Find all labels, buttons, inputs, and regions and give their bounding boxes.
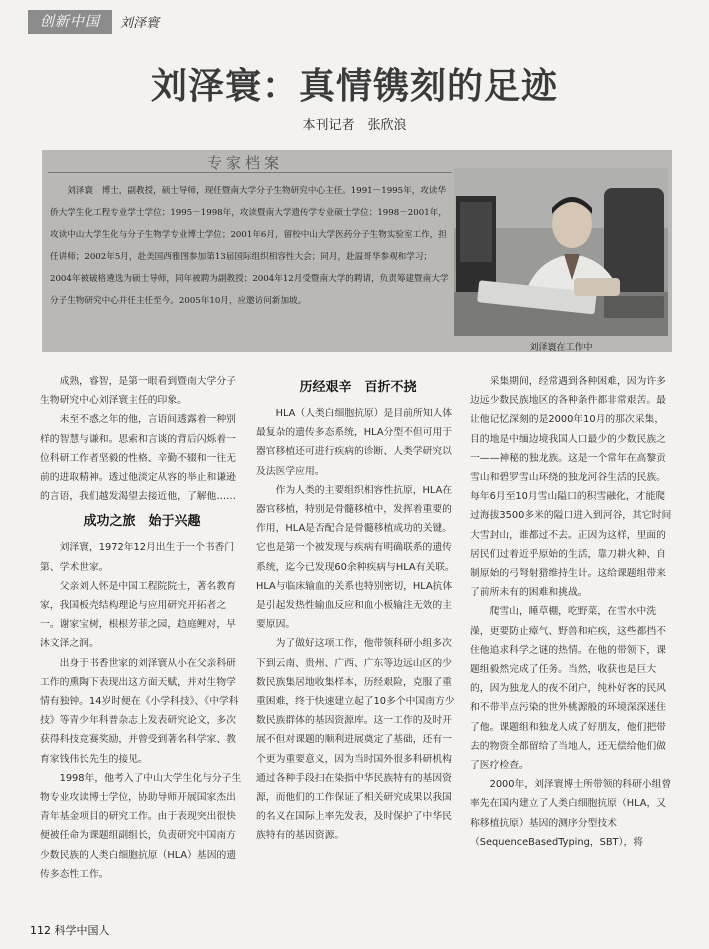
paragraph: 出身于书香世家的刘泽寰从小在父亲科研工作的熏陶下表现出这方面天赋，并对生物学情有独钟。14岁时便在《小学科技》、《中学科技》等青少年科普杂志上发表研究论文，多次获得科技竞赛奖励，并曾受到著名科学家、教育家钱伟长先生的接见。	[40, 657, 239, 765]
profile-divider	[48, 172, 452, 173]
paragraph: 1998年，他考入了中山大学生化与分子生物专业攻读博士学位，协助导师开展国家杰出青年基金项目的研究工作。由于表现突出很快便被任命为课题组副组长，负责研究中国南方少数民族的人类白细胞抗原（HLA）基因的遗传多态性工作。	[40, 772, 242, 880]
profile-paragraph: 刘泽寰 博士，副教授，硕士导师，现任暨南大学分子生物研究中心主任。1991－1995年，攻读华侨大学生化工程专业学士学位；1995－1998年，攻读暨南大学遗传学专业硕士学位；1998－2001年，攻读中山大学生化与分子生物学专业博士学位；2001年6月，留校中山大学医药分子生物实验室工作，担任讲师；2002年5月，赴美国西雅图参加第13届国际组织相容性大会；同月，赴温哥华参观和学习；2004年被破格遴选为硕士导师，同年被聘为副教授；2004年12月受暨南大学的聘请，负责筹建暨南大学分子生物研究中心并任主任至今。2005年10月，应邀访问新加坡。	[50, 186, 449, 306]
article-column-3	[470, 372, 672, 852]
paragraph: 作为人类的主要组织相容性抗原，HLA在器官移植，特别是骨髓移植中，发挥着重要的作用，HLA是否配合是骨髓移植成功的关键。它也是第一个被发现与疾病有明确联系的遗传系统，迄今已发现60余种疾病与HLA有关联。HLA与临床输血的关系也特别密切，HLA抗体是引起发热性输血反应和血小板输注无效的主要原因。	[256, 484, 455, 631]
paragraph: 采集期间，经常遇到各种困难，因为许多边远少数民族地区的各种条件都非常艰苦。最让他记忆深刻的是2000年10月的那次采集，目的地是中缅边境我国人口最少的少数民族之一——神秘的独龙族。这是一个常年在高黎贡雪山和碧罗雪山环绕的独龙河谷生活的民族。每年6月至10月雪山隘口的积雪融化，才能爬过海拔3500多米的隘口进入到河谷，其它时间大雪封山，谁都过不去。正因为这样，里面的居民们过着近乎原始的生活，靠刀耕火种、自制原始的弓弩射猎维持生计。这给课题组带来了前所未有的困难和挑战。	[470, 376, 672, 599]
paragraph: 爬雪山，睡草棚，吃野菜，在雪水中洗澡，更要防止瘴气、野兽和疟疾，这些都挡不住他追求科学之谜的热情。在他的带领下，课题组毅然完成了任务。当然，收获也是巨大的，因为独龙人的夜不闭户，纯朴好客的民风和不带半点污染的世外桃源般的环境深深迷住了他。课题组和独龙人成了好朋友，他们把带去的物资全都留给了当地人，还无偿给他们做了医疗检查。	[470, 606, 666, 772]
byline: 本刊记者 张欣浪	[302, 118, 407, 133]
paragraph: 成熟，睿智，是第一眼看到暨南大学分子生物研究中心刘泽寰主任的印象。	[40, 376, 236, 407]
article-column-1	[40, 372, 244, 884]
portrait-illustration	[454, 168, 668, 336]
paragraph: 2000年，刘泽寰博士所带领的科研小组曾率先在国内建立了人类白细胞抗原（HLA，又称移植抗原）基因的测序分型技术（SequenceBasedTyping，SBT），将	[470, 779, 672, 848]
article-column-2	[256, 372, 460, 846]
section-heading: 历经艰辛 百折不挠	[299, 380, 417, 395]
section-heading: 成功之旅 始于兴趣	[83, 514, 201, 530]
section-tag: 创新中国	[28, 10, 112, 34]
paragraph: 未至不惑之年的他，言语间透露着一种别样的智慧与谦和。思索和言谈的背后闪烁着一位科研工作者坚毅的性格、辛勤不辍和一往无前的进取精神。透过他淡定从容的举止和谦逊的言语，我们越发渴望去接近他，了解他……	[40, 414, 236, 503]
magazine-name: 科学中国人	[54, 924, 110, 937]
portrait-photo	[454, 168, 668, 336]
profile-heading: 专家档案	[206, 154, 283, 172]
header-author: 刘泽寰	[120, 16, 160, 31]
paragraph: 刘泽寰，1972年12月出生于一个书香门第、学术世家。	[40, 542, 235, 573]
article-title: 刘泽寰：真情镌刻的足迹	[150, 65, 558, 107]
page-number: 112	[30, 924, 51, 937]
photo-caption: 刘泽寰在工作中	[529, 343, 593, 353]
paragraph: 父亲刘人怀是中国工程院院士，著名教育家，我国板壳结构理论与应用研究开拓者之一。谢家宝树，根根芳菲之园，趋庭鲤对，早沐文泽之润。	[40, 580, 236, 650]
profile-text	[50, 180, 452, 312]
page-footer	[30, 922, 110, 938]
paragraph: 为了做好这项工作，他带领科研小组多次下到云南、贵州、广西、广东等边远山区的少数民族集居地收集样本，历经艰险，克服了重重困难，终于快速建立起了10多个中国南方少数民族群体的基因资源库。这一工作的及时开展不但对课题的顺利进展奠定了基础，还有一个更为重要意义，因为当时国外很多科研机构通过各种手段扫在染指中华民族特有的基因资源，而他们的工作保证了相关研究成果以我国的名义在国际上率先发表，及时保护了中华民族特有的基因资源。	[256, 638, 455, 842]
paragraph: HLA（人类白细胞抗原）是目前所知人体最复杂的遗传多态系统，HLA分型不但可用于器官移植还可进行疾病的诊断、人类学研究以及法医学应用。	[256, 408, 453, 477]
